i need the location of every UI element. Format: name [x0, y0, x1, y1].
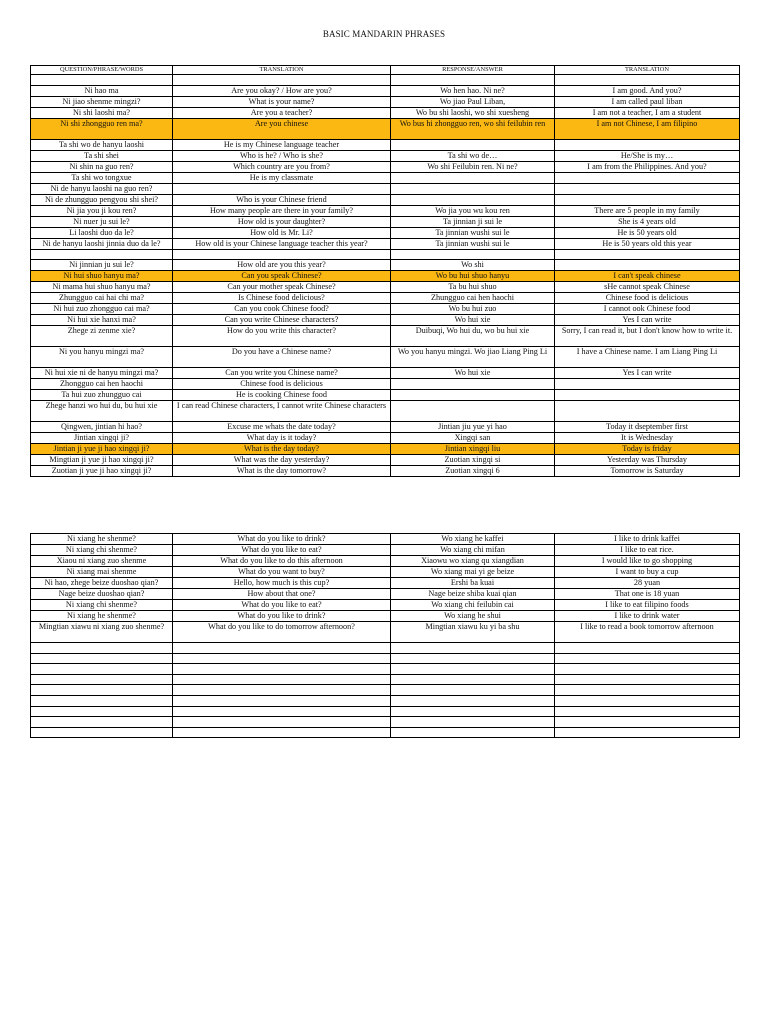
question-cell: Nage beize duoshao qian?	[31, 589, 173, 600]
response-translation-cell: I like to eat rice.	[555, 545, 740, 556]
response-cell	[391, 172, 555, 183]
response-cell: Jintian xingqi liu	[391, 444, 555, 455]
table-row	[31, 96, 740, 107]
header-cell-translation: TRANSLATION	[173, 66, 391, 75]
response-translation-cell: I cannot ook Chinese food	[555, 304, 740, 315]
question-cell: Mingtian ji yue ji hao xingqi ji?	[31, 455, 173, 466]
table-row	[31, 368, 740, 379]
translation-cell: Who is he? / Who is she?	[173, 150, 391, 161]
table-row	[31, 271, 740, 282]
response-translation-cell	[555, 260, 740, 271]
translation-cell: Can you cook Chinese food?	[173, 304, 391, 315]
response-translation-cell: I like to drink water	[555, 611, 740, 622]
table-row	[31, 685, 740, 696]
response-cell	[391, 727, 555, 738]
response-cell: Wo you hanyu mingzi. Wo jiao Liang Ping Li	[391, 347, 555, 368]
question-cell: Ni de hanyu laoshi na guo ren?	[31, 183, 173, 194]
question-cell	[31, 717, 173, 728]
question-cell: Ni mama hui shuo hanyu ma?	[31, 282, 173, 293]
translation-cell: Can you write Chinese characters?	[173, 315, 391, 326]
question-cell: Ni hui zuo zhongguo cai ma?	[31, 304, 173, 315]
response-cell	[391, 685, 555, 696]
question-cell: Ni shi laoshi ma?	[31, 107, 173, 118]
table-row	[31, 556, 740, 567]
response-translation-cell: I am not Chinese, I am filipino	[555, 118, 740, 139]
translation-cell: Are you okay? / How are you?	[173, 85, 391, 96]
response-translation-cell: sHe cannot speak Chinese	[555, 282, 740, 293]
response-cell: Wo bus hi zhongguo ren, wo shi feilubin ren	[391, 118, 555, 139]
response-cell	[391, 401, 555, 422]
translation-cell: What do you like to drink?	[173, 611, 391, 622]
response-translation-cell: I want to buy a cup	[555, 567, 740, 578]
question-cell: Ni xiang chi shenme?	[31, 545, 173, 556]
question-cell: Ni hao ma	[31, 85, 173, 96]
response-cell: Wo hui xie	[391, 368, 555, 379]
table-row	[31, 216, 740, 227]
question-cell	[31, 643, 173, 654]
header-cell-question: QUESTION/PHRASE/WORDS	[31, 66, 173, 75]
response-translation-cell	[555, 706, 740, 717]
phrase-table	[30, 65, 740, 477]
table-row	[31, 466, 740, 477]
translation-cell: What was the day yesterday?	[173, 455, 391, 466]
phrase-table-2	[30, 533, 740, 738]
response-cell: Zuotian xingqi 6	[391, 466, 555, 477]
translation-cell: How do you write this character?	[173, 326, 391, 347]
translation-cell: How old are you this year?	[173, 260, 391, 271]
translation-cell	[173, 653, 391, 664]
question-cell: Ni jia you ji kou ren?	[31, 205, 173, 216]
response-translation-cell	[555, 249, 740, 260]
translation-cell: Who is your Chinese friend	[173, 194, 391, 205]
question-cell: Zhungguo cai hai chi ma?	[31, 293, 173, 304]
question-cell: Ni xiang mai shenme	[31, 567, 173, 578]
question-cell	[31, 695, 173, 706]
table-row	[31, 183, 740, 194]
translation-cell: Are you a teacher?	[173, 107, 391, 118]
response-cell	[391, 653, 555, 664]
translation-cell: Excuse me whats the date today?	[173, 422, 391, 433]
table-row	[31, 194, 740, 205]
response-cell: Wo jia you wu kou ren	[391, 205, 555, 216]
response-translation-cell: I am good. And you?	[555, 85, 740, 96]
response-cell: Ta jinnian ji sui le	[391, 216, 555, 227]
response-translation-cell: I am from the Philippines. And you?	[555, 161, 740, 172]
translation-cell	[173, 706, 391, 717]
table-row	[31, 390, 740, 401]
response-cell	[391, 706, 555, 717]
table-row	[31, 139, 740, 150]
translation-cell	[173, 727, 391, 738]
response-cell: Ta jinnian wushi sui le	[391, 227, 555, 238]
translation-cell	[173, 695, 391, 706]
question-cell	[31, 664, 173, 675]
response-translation-cell: Today it dseptember first	[555, 422, 740, 433]
response-cell	[391, 674, 555, 685]
response-translation-cell	[555, 139, 740, 150]
translation-cell: Is Chinese food delicious?	[173, 293, 391, 304]
question-cell	[31, 685, 173, 696]
table-row	[31, 401, 740, 422]
translation-cell	[173, 674, 391, 685]
table-row	[31, 433, 740, 444]
response-cell: Wo shi	[391, 260, 555, 271]
table-row	[31, 379, 740, 390]
response-cell: Wo xiang he kaffei	[391, 534, 555, 545]
table-row	[31, 150, 740, 161]
table-row	[31, 227, 740, 238]
translation-cell: How old is your Chinese language teacher this year?	[173, 238, 391, 249]
response-translation-cell: Tomorrow is Saturday	[555, 466, 740, 477]
question-cell: Ni shi zhongguo ren ma?	[31, 118, 173, 139]
response-cell	[391, 194, 555, 205]
question-cell: Ta shi wo de hanyu laoshi	[31, 139, 173, 150]
table-row	[31, 653, 740, 664]
response-translation-cell	[555, 643, 740, 654]
table-row	[31, 118, 740, 139]
question-cell	[31, 75, 173, 86]
question-cell: Xiaou ni xiang zuo shenme	[31, 556, 173, 567]
question-cell: Ni xiang chi shenme?	[31, 600, 173, 611]
translation-cell: How old is your daughter?	[173, 216, 391, 227]
table-row	[31, 260, 740, 271]
response-translation-cell	[555, 379, 740, 390]
translation-cell: What do you want to buy?	[173, 567, 391, 578]
response-translation-cell: I like to drink kaffei	[555, 534, 740, 545]
table-row	[31, 643, 740, 654]
question-cell: Ni jiao shenme mingzi?	[31, 96, 173, 107]
response-cell: Mingtian xiawu ku yi ba shu	[391, 622, 555, 643]
table-row	[31, 326, 740, 347]
table-row	[31, 161, 740, 172]
table-row	[31, 315, 740, 326]
response-translation-cell: I like to read a book tomorrow afternoon	[555, 622, 740, 643]
translation-cell: How about that one?	[173, 589, 391, 600]
translation-cell: What is the day today?	[173, 444, 391, 455]
question-cell: Li laoshi duo da le?	[31, 227, 173, 238]
response-cell	[391, 249, 555, 260]
response-translation-cell: Chinese food is delicious	[555, 293, 740, 304]
response-cell	[391, 75, 555, 86]
question-cell: Ni shin na guo ren?	[31, 161, 173, 172]
table-row	[31, 347, 740, 368]
response-translation-cell: He is 50 years old	[555, 227, 740, 238]
response-cell	[391, 139, 555, 150]
response-cell: Xiaowu wo xiang qu xiangdian	[391, 556, 555, 567]
translation-cell: He is my Chinese language teacher	[173, 139, 391, 150]
question-cell: Ni xiang he shenme?	[31, 534, 173, 545]
response-cell: Ta shi wo de…	[391, 150, 555, 161]
response-cell: Wo jiao Paul Liban,	[391, 96, 555, 107]
table-row	[31, 205, 740, 216]
table-row	[31, 727, 740, 738]
response-translation-cell	[555, 717, 740, 728]
response-translation-cell	[555, 674, 740, 685]
response-cell: Xingqi san	[391, 433, 555, 444]
translation-cell: Hello, how much is this cup?	[173, 578, 391, 589]
question-cell	[31, 674, 173, 685]
table-row	[31, 75, 740, 86]
table-row	[31, 545, 740, 556]
table-row	[31, 249, 740, 260]
question-cell: Qingwen, jintian hi hao?	[31, 422, 173, 433]
table-row	[31, 238, 740, 249]
response-translation-cell	[555, 695, 740, 706]
response-cell: Wo xiang chi mifan	[391, 545, 555, 556]
response-cell	[391, 664, 555, 675]
response-translation-cell: Yes I can write	[555, 368, 740, 379]
question-cell: Mingtian xiawu ni xiang zuo shenme?	[31, 622, 173, 643]
response-translation-cell: I am called paul liban	[555, 96, 740, 107]
translation-cell: What is your name?	[173, 96, 391, 107]
response-cell: Wo xiang chi feilubin cai	[391, 600, 555, 611]
response-translation-cell: Sorry, I can read it, but I don't know how to write it.	[555, 326, 740, 347]
table-row	[31, 455, 740, 466]
translation-cell: I can read Chinese characters, I cannot write Chinese characters	[173, 401, 391, 422]
response-cell: Wo hui xie	[391, 315, 555, 326]
translation-cell	[173, 249, 391, 260]
question-cell: Ni you hanyu mingzi ma?	[31, 347, 173, 368]
response-translation-cell: I like to eat filipino foods	[555, 600, 740, 611]
response-translation-cell	[555, 390, 740, 401]
translation-cell: Do you have a Chinese name?	[173, 347, 391, 368]
header-row	[31, 66, 740, 75]
table-row	[31, 172, 740, 183]
question-cell: Ni jinnian ju sui le?	[31, 260, 173, 271]
table-row	[31, 282, 740, 293]
question-cell: Ni hui shuo hanyu ma?	[31, 271, 173, 282]
response-translation-cell: Today is friday	[555, 444, 740, 455]
question-cell: Zuotian ji yue ji hao xingqi ji?	[31, 466, 173, 477]
translation-cell: What day is it today?	[173, 433, 391, 444]
response-cell: Wo hen hao. Ni ne?	[391, 85, 555, 96]
response-translation-cell: That one is 18 yuan	[555, 589, 740, 600]
translation-cell: Chinese food is delicious	[173, 379, 391, 390]
translation-cell: He is cooking Chinese food	[173, 390, 391, 401]
translation-cell	[173, 664, 391, 675]
table-row	[31, 706, 740, 717]
translation-cell	[173, 183, 391, 194]
response-translation-cell	[555, 653, 740, 664]
question-cell: Ta hui zuo zhungguo cai	[31, 390, 173, 401]
response-cell: Wo xiang mai yi ge beize	[391, 567, 555, 578]
question-cell: Ta shi wo tongxue	[31, 172, 173, 183]
question-cell: Zhege zi zenme xie?	[31, 326, 173, 347]
translation-cell: Are you chinese	[173, 118, 391, 139]
header-cell-response-translation: TRANSLATION	[555, 66, 740, 75]
translation-cell: What do you like to drink?	[173, 534, 391, 545]
response-translation-cell: There are 5 people in my family	[555, 205, 740, 216]
response-translation-cell	[555, 727, 740, 738]
table-row	[31, 717, 740, 728]
translation-cell: Which country are you from?	[173, 161, 391, 172]
question-cell: Jintian xingqi ji?	[31, 433, 173, 444]
response-translation-cell: I can't speak chinese	[555, 271, 740, 282]
response-cell: Ershi ba kuai	[391, 578, 555, 589]
question-cell: Ni nuer ju sui le?	[31, 216, 173, 227]
question-cell: Ni de zhungguo pengyou shi shei?	[31, 194, 173, 205]
question-cell: Ni xiang he shenme?	[31, 611, 173, 622]
response-cell: Zuotian xingqi si	[391, 455, 555, 466]
response-translation-cell	[555, 75, 740, 86]
table-row	[31, 589, 740, 600]
table-row	[31, 85, 740, 96]
header-cell-response: RESPONSE/ANSWER	[391, 66, 555, 75]
question-cell: Ni hui xie ni de hanyu mingzi ma?	[31, 368, 173, 379]
response-translation-cell: Yes I can write	[555, 315, 740, 326]
translation-cell	[173, 717, 391, 728]
translation-cell: What do you like to eat?	[173, 545, 391, 556]
table-row	[31, 622, 740, 643]
response-translation-cell: It is Wednesday	[555, 433, 740, 444]
table-row	[31, 674, 740, 685]
response-cell: Wo shi Feilubin ren. Ni ne?	[391, 161, 555, 172]
response-translation-cell	[555, 183, 740, 194]
response-cell	[391, 183, 555, 194]
question-cell: Zhege hanzi wo hui du, bu hui xie	[31, 401, 173, 422]
response-translation-cell	[555, 664, 740, 675]
response-cell	[391, 379, 555, 390]
response-cell: Ta jinnian wushi sui le	[391, 238, 555, 249]
response-translation-cell: I have a Chinese name. I am Liang Ping Li	[555, 347, 740, 368]
question-cell: Ni hui xie hanxi ma?	[31, 315, 173, 326]
question-cell: Ni hao, zhege beize duoshao qian?	[31, 578, 173, 589]
translation-cell	[173, 685, 391, 696]
response-cell: Jintian jiu yue yi hao	[391, 422, 555, 433]
response-translation-cell: Yesterday was Thursday	[555, 455, 740, 466]
response-cell: Wo xiang he shui	[391, 611, 555, 622]
translation-cell: How many people are there in your family?	[173, 205, 391, 216]
question-cell	[31, 706, 173, 717]
table-row	[31, 534, 740, 545]
translation-cell: How old is Mr. Li?	[173, 227, 391, 238]
response-cell: Wo bu hui zuo	[391, 304, 555, 315]
table-row	[31, 444, 740, 455]
response-cell	[391, 695, 555, 706]
question-cell: Ta shi shei	[31, 150, 173, 161]
response-translation-cell	[555, 172, 740, 183]
response-translation-cell	[555, 685, 740, 696]
translation-cell	[173, 643, 391, 654]
response-cell	[391, 643, 555, 654]
table-row	[31, 664, 740, 675]
table-row	[31, 600, 740, 611]
response-cell	[391, 390, 555, 401]
translation-cell: Can you write you Chinese name?	[173, 368, 391, 379]
translation-cell: What do you like to do tomorrow afternoon?	[173, 622, 391, 643]
translation-cell: He is my classmate	[173, 172, 391, 183]
translation-cell: What do you like to do this afternoon	[173, 556, 391, 567]
response-cell: Wo bu shi laoshi, wo shi xuesheng	[391, 107, 555, 118]
table-row	[31, 578, 740, 589]
table-row	[31, 293, 740, 304]
response-cell: Ta bu hui shuo	[391, 282, 555, 293]
document-title: BASIC MANDARIN PHRASES	[322, 29, 446, 39]
response-translation-cell: He is 50 years old this year	[555, 238, 740, 249]
translation-cell: What do you like to eat?	[173, 600, 391, 611]
translation-cell	[173, 75, 391, 86]
response-cell: Nage beize shiba kuai qian	[391, 589, 555, 600]
response-cell: Duibuqi, Wo hui du, wo bu hui xie	[391, 326, 555, 347]
question-cell: Zhongguo cai hen haochi	[31, 379, 173, 390]
response-translation-cell	[555, 194, 740, 205]
response-translation-cell: She is 4 years old	[555, 216, 740, 227]
table-row	[31, 304, 740, 315]
table-row	[31, 422, 740, 433]
translation-cell: What is the day tomorrow?	[173, 466, 391, 477]
response-translation-cell: He/She is my…	[555, 150, 740, 161]
table-row	[31, 567, 740, 578]
response-cell: Zhungguo cai hen haochi	[391, 293, 555, 304]
response-translation-cell	[555, 401, 740, 422]
question-cell	[31, 653, 173, 664]
response-cell: Wo bu hui shuo hanyu	[391, 271, 555, 282]
response-translation-cell: I would like to go shopping	[555, 556, 740, 567]
response-cell	[391, 717, 555, 728]
response-translation-cell: I am not a teacher, I am a student	[555, 107, 740, 118]
translation-cell: Can your mother speak Chinese?	[173, 282, 391, 293]
table-row	[31, 695, 740, 706]
question-cell: Jintian ji yue ji hao xingqi ji?	[31, 444, 173, 455]
response-translation-cell: 28 yuan	[555, 578, 740, 589]
table-row	[31, 107, 740, 118]
translation-cell: Can you speak Chinese?	[173, 271, 391, 282]
question-cell: Ni de hanyu laoshi jinnia duo da le?	[31, 238, 173, 249]
question-cell	[31, 727, 173, 738]
question-cell	[31, 249, 173, 260]
table-row	[31, 611, 740, 622]
